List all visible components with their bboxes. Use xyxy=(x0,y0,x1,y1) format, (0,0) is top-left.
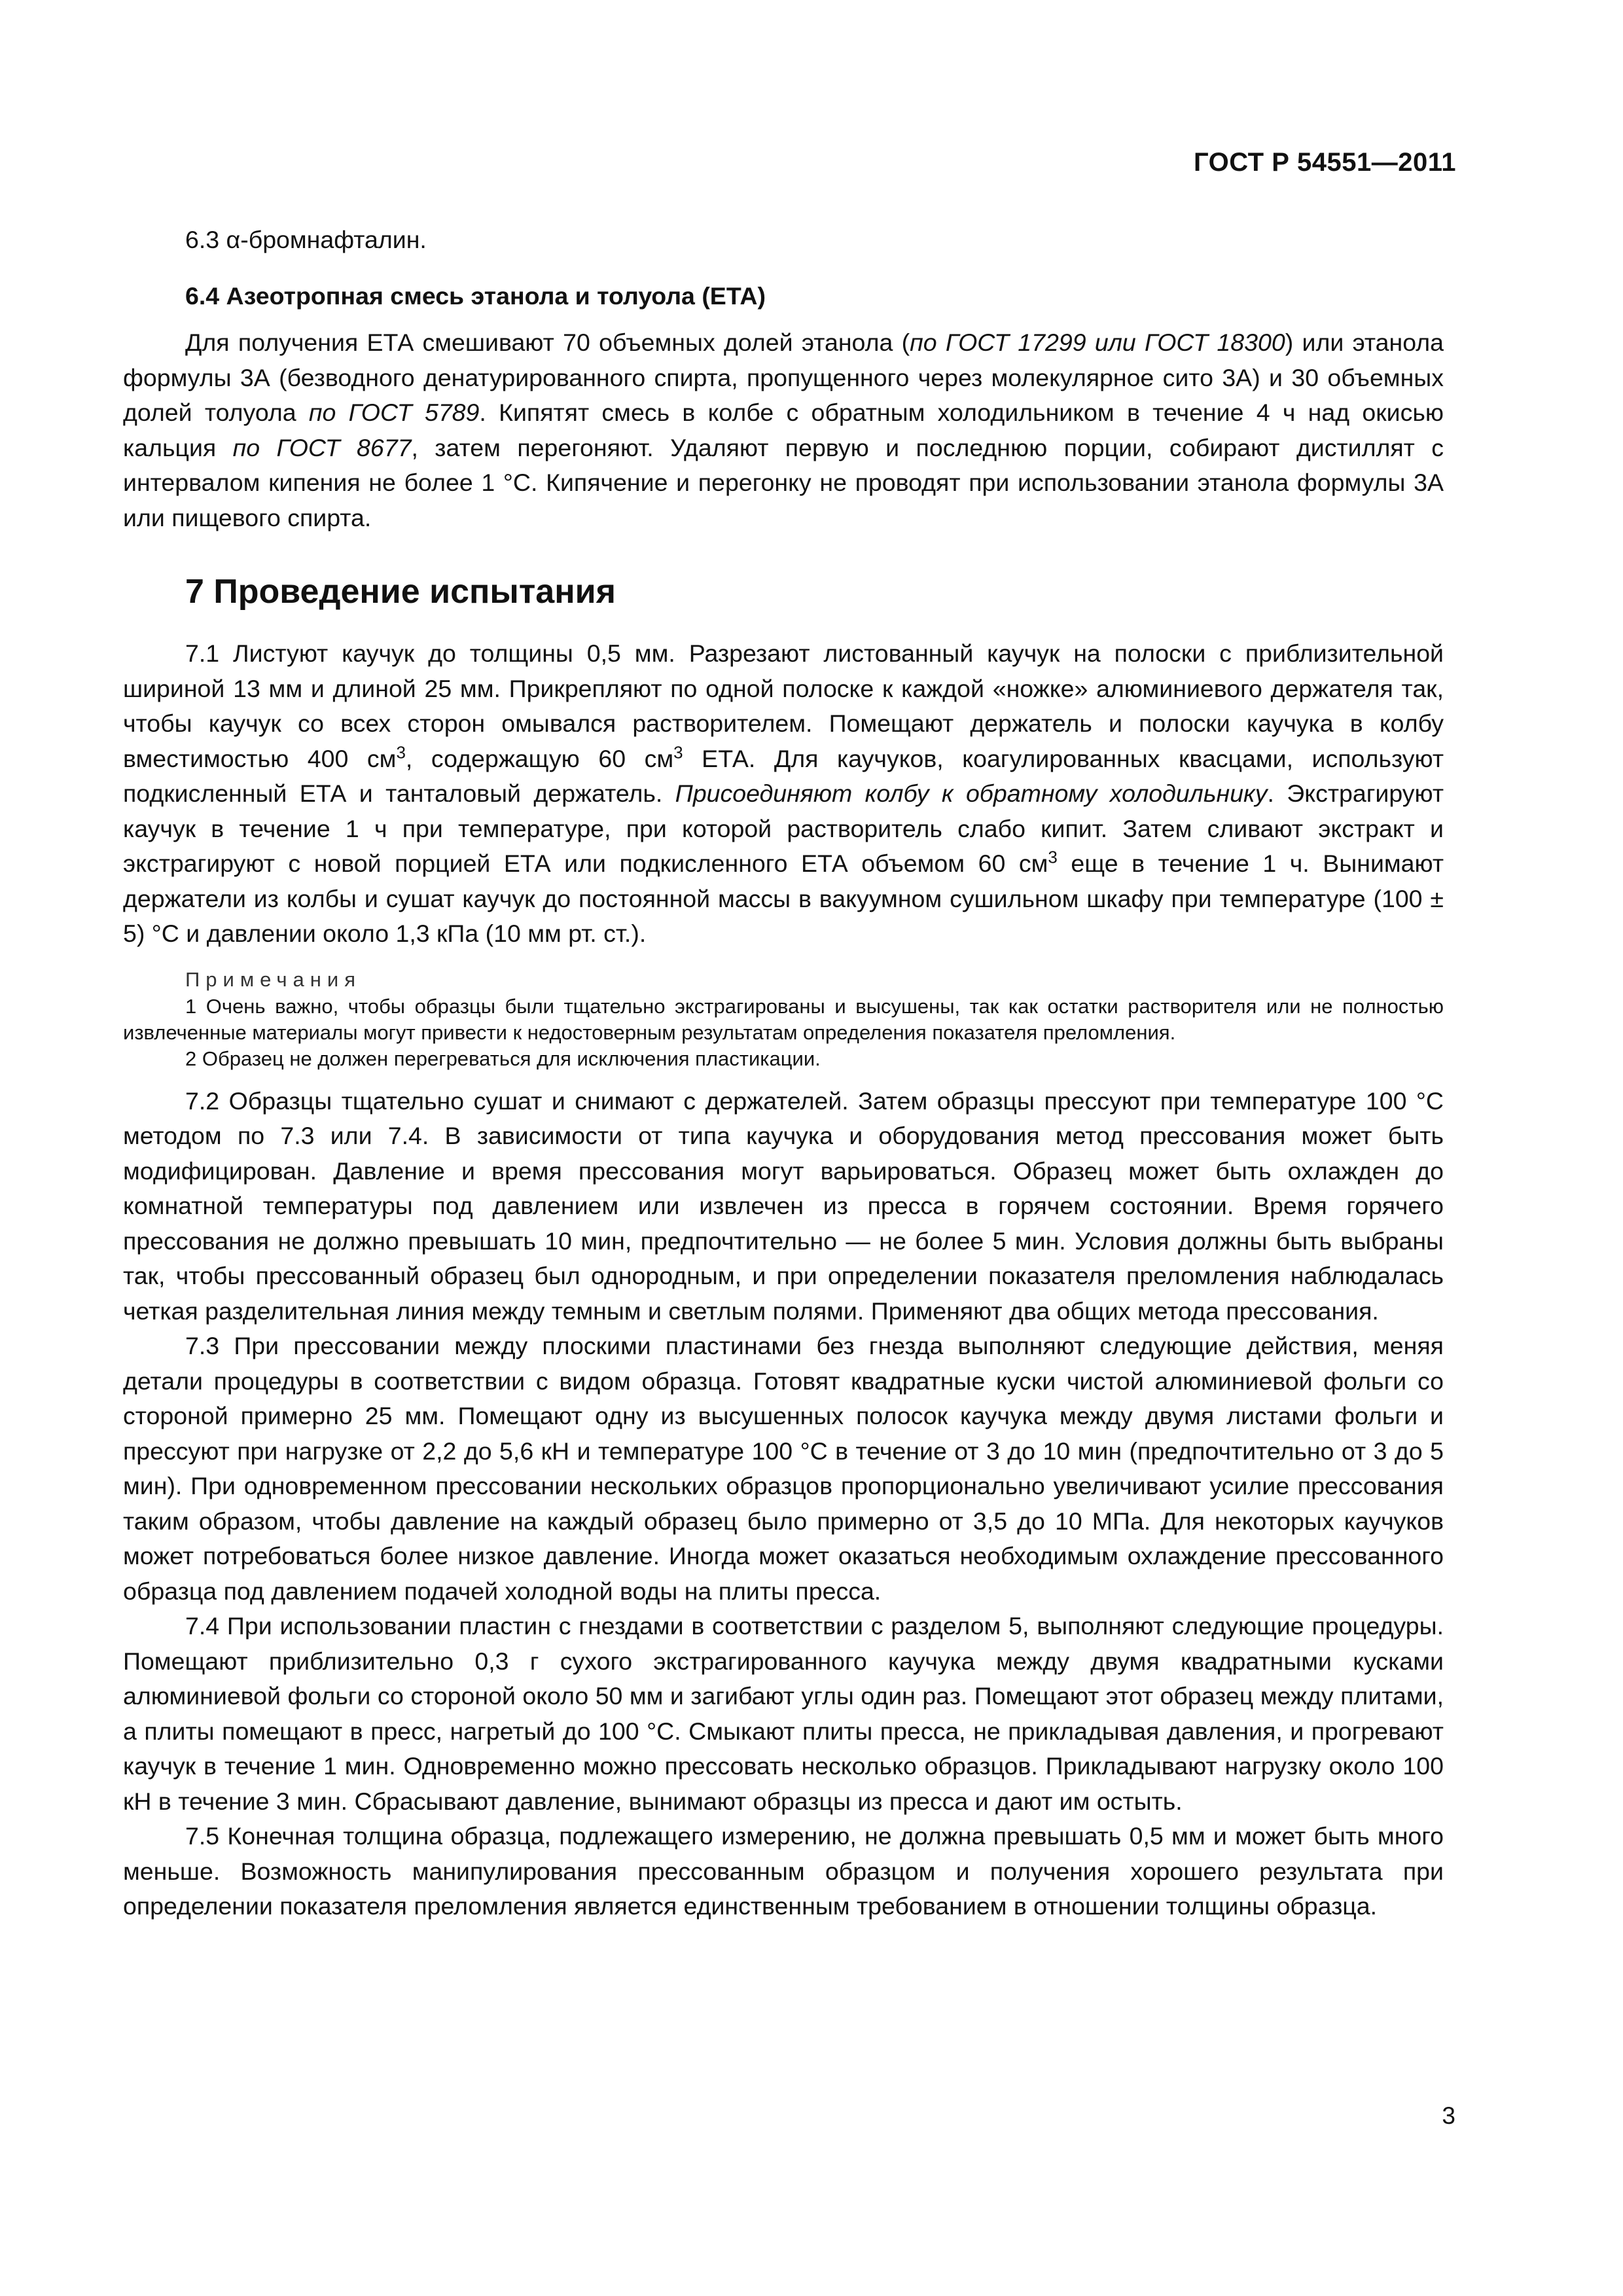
italic-reference: по ГОСТ 17299 или ГОСТ 18300 xyxy=(910,329,1285,356)
paragraph-7-4: 7.4 При использовании пластин с гнездами в соответствии с разделом 5, выполняют следующие процедуры. Помещают приблизительно 0,3 г сухого экстрагированного каучука между двумя квадратными кусками алюминиевой фольги со стороной около 50 мм и загибают углы один раз. Помещают этот образец между плитами, а плиты помещают в пресс, нагретый до 100 °С. Смыкают плиты пресса, не прикладывая давления, и прогревают каучук в течение 1 мин. Одновременно можно прессовать несколько образцов. Прикладывают нагрузку около 100 кН в течение 3 мин. Сбрасывают давление, вынимают образцы из пресса и дают им остыть. xyxy=(123,1612,1444,1815)
superscript: 3 xyxy=(396,742,406,762)
text-run: , содержащую 60 см xyxy=(405,744,674,772)
text-run: ЕТА. Для каучуков, коагулированных квасцами, используют подкисленный ЕТА и танталовый держатель. xyxy=(123,744,1444,807)
page-number: 3 xyxy=(1442,2102,1455,2129)
note-2: 2 Образец не должен перегреваться для исключения пластикации. xyxy=(185,1047,821,1070)
paragraph-7-1 xyxy=(123,636,1444,952)
item-6-3: 6.3 α-бромнафталин. xyxy=(185,226,427,253)
text-run: . Экстрагируют каучук в течение 1 ч при температуре, при которой растворитель слабо кипит. Затем сливают экстракт и экстрагируют с новой порцией ЕТА или подкисленного ЕТА объемом 60 см xyxy=(123,780,1444,877)
paragraph-7-5: 7.5 Конечная толщина образца, подлежащего измерению, не должна превышать 0,5 мм и может быть много меньше. Возможность манипулирования прессованным образцом и получения хорошего результата при определении показателя преломления является единственным требованием в отношении толщины образца. xyxy=(123,1822,1444,1920)
text-run: еще в течение 1 ч. Вынимают держатели из колбы и сушат каучук до постоянной массы в вакуумном сушильном шкафу при температуре (100 ± 5) °С и давлении около 1,3 кПа (10 мм рт. ст.). xyxy=(123,850,1444,947)
italic-reference: по ГОСТ 8677 xyxy=(232,433,412,461)
paragraph-7-2: 7.2 Образцы тщательно сушат и снимают с держателей. Затем образцы прессуют при температуре 100 °С методом по 7.3 или 7.4. В зависимости от типа каучука и оборудования метод прессования может быть модифицирован. Давление и время прессования могут варьироваться. Образец может быть охлажден до комнатной температуры под давлением или извлечен из пресса в горячем состоянии. Время горячего прессования не должно превышать 10 мин, предпочтительно — не более 5 мин. Условия должны быть выбраны так, чтобы прессованный образец был однородным, и при определении показателя преломления наблюдалась четкая разделительная линия между темным и светлым полями. Применяют два общих метода прессования. xyxy=(123,1086,1444,1325)
italic-reference: по ГОСТ 5789 xyxy=(308,399,480,426)
text-run: . Кипятят смесь в колбе с обратным холодильником в течение 4 ч над окисью кальция xyxy=(123,399,1444,461)
notes-title: Примечания xyxy=(185,967,361,991)
text-run: Для получения ЕТА смешивают 70 объемных долей этанола ( xyxy=(185,329,910,356)
section-title-7: 7 Проведение испытания xyxy=(185,573,616,611)
italic-reference: Присоединяют колбу к обратному холодильнику xyxy=(675,780,1268,807)
paragraph-6-4 xyxy=(123,325,1444,535)
notes-block xyxy=(123,966,1444,1072)
superscript: 3 xyxy=(673,742,683,762)
text-run: ) или этанола формулы 3А (безводного денатурированного спирта, пропущенного через молекулярное сито 3А) и 30 объемных долей толуола xyxy=(123,329,1444,426)
subheading-6-4: 6.4 Азеотропная смесь этанола и толуола (ЕТА) xyxy=(185,281,766,310)
note-1: 1 Очень важно, чтобы образцы были тщательно экстрагированы и высушены, так как остатки растворителя или не полностью извлеченные материалы могут привести к недостоверным результатам определения показателя преломления. xyxy=(123,994,1444,1044)
superscript: 3 xyxy=(1048,847,1058,867)
page-content xyxy=(123,223,1444,1924)
standard-code-header: ГОСТ Р 54551—2011 xyxy=(1194,148,1456,177)
text-run: 7.1 Листуют каучук до толщины 0,5 мм. Разрезают листованный каучук на полоски с приблизительной шириной 13 мм и длиной 25 мм. Прикрепляют по одной полоске к каждой «ножке» алюминиевого держателя так, чтобы каучук со всех сторон омывался растворителем. Помещают держатель и полоски каучука в колбу вместимостью 400 см xyxy=(123,639,1444,772)
text-run: , затем перегоняют. Удаляют первую и последнюю порции, собирают дистиллят с интервалом кипения не более 1 °С. Кипячение и перегонку не проводят при использовании этанола формулы 3А или пищевого спирта. xyxy=(123,433,1444,531)
paragraph-7-3: 7.3 При прессовании между плоскими пластинами без гнезда выполняют следующие действия, меняя детали процедуры в соответствии с видом образца. Готовят квадратные куски чистой алюминиевой фольги со стороной примерно 25 мм. Помещают одну из высушенных полосок каучука между двумя листами фольги и прессуют при нагрузке от 2,2 до 5,6 кН и температуре 100 °С в течение от 3 до 10 мин (предпочтительно от 3 до 5 мин). При одновременном прессовании нескольких образцов пропорционально увеличивают усилие прессования таким образом, чтобы давление на каждый образец было примерно от 3,5 до 10 МПа. Для некоторых каучуков может потребоваться более низкое давление. Иногда может оказаться необходимым охлаждение прессованного образца под давлением подачей холодной воды на плиты пресса. xyxy=(123,1332,1444,1605)
